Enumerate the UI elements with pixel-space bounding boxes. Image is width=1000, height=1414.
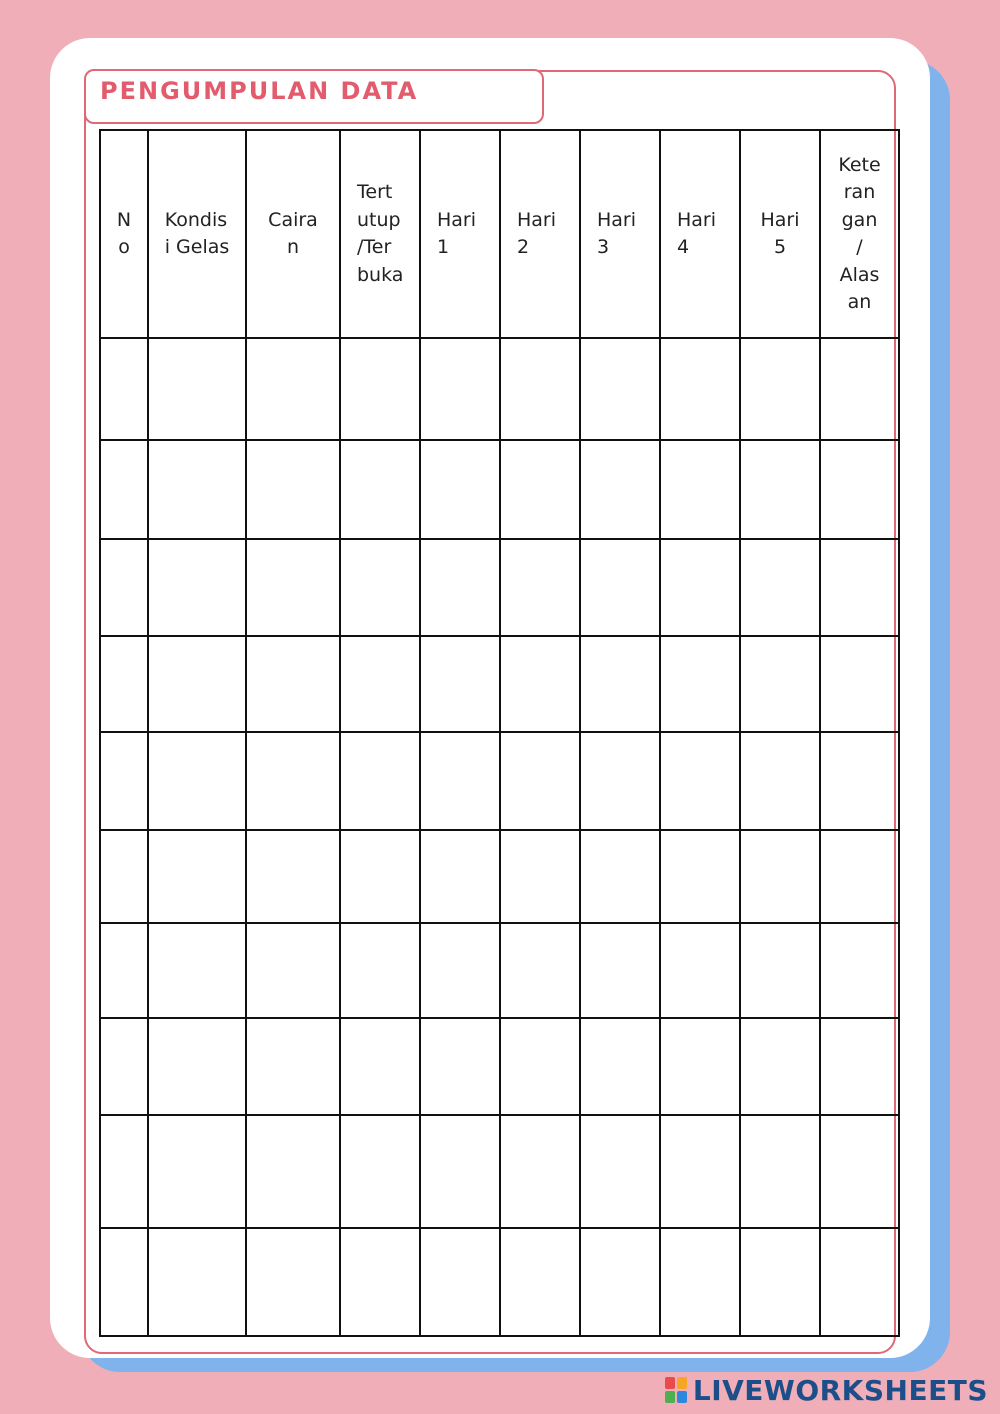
table-row [100, 440, 899, 539]
table-cell[interactable] [500, 923, 580, 1018]
table-cell[interactable] [340, 1018, 420, 1115]
table-cell[interactable] [148, 1228, 246, 1336]
table-cell[interactable] [100, 830, 148, 923]
table-cell[interactable] [660, 1018, 740, 1115]
table-cell[interactable] [100, 732, 148, 829]
table-cell[interactable] [148, 338, 246, 440]
table-cell[interactable] [100, 440, 148, 539]
table-cell[interactable] [246, 923, 340, 1018]
watermark [665, 1372, 988, 1408]
table-cell[interactable] [820, 539, 899, 636]
table-cell[interactable] [740, 1115, 820, 1228]
table-cell[interactable] [420, 830, 500, 923]
table-cell[interactable] [580, 338, 660, 440]
table-cell[interactable] [820, 636, 899, 732]
table-cell[interactable] [820, 1018, 899, 1115]
table-row [100, 338, 899, 440]
table-cell[interactable] [500, 732, 580, 829]
table-cell[interactable] [148, 1018, 246, 1115]
table-cell[interactable] [820, 1228, 899, 1336]
table-cell[interactable] [740, 338, 820, 440]
table-cell[interactable] [100, 1228, 148, 1336]
table-cell[interactable] [340, 440, 420, 539]
table-cell[interactable] [246, 338, 340, 440]
table-cell[interactable] [340, 732, 420, 829]
table-cell[interactable] [660, 636, 740, 732]
table-cell[interactable] [740, 830, 820, 923]
table-cell[interactable] [660, 923, 740, 1018]
table-cell[interactable] [340, 1228, 420, 1336]
header-hari-2: Hari 2 [500, 130, 580, 338]
table-cell[interactable] [420, 1018, 500, 1115]
header-hari-3: Hari 3 [580, 130, 660, 338]
table-cell[interactable] [246, 1228, 340, 1336]
table-cell[interactable] [148, 539, 246, 636]
table-cell[interactable] [420, 1228, 500, 1336]
table-row [100, 1115, 899, 1228]
table-row [100, 1228, 899, 1336]
table-cell[interactable] [580, 830, 660, 923]
table-cell[interactable] [740, 923, 820, 1018]
table-cell[interactable] [420, 1115, 500, 1228]
data-table [99, 129, 900, 1337]
table-cell[interactable] [580, 1018, 660, 1115]
table-cell[interactable] [740, 1228, 820, 1336]
table-cell[interactable] [246, 636, 340, 732]
table-cell[interactable] [740, 440, 820, 539]
table-cell[interactable] [500, 1115, 580, 1228]
table-cell[interactable] [660, 539, 740, 636]
table-cell[interactable] [500, 636, 580, 732]
table-cell[interactable] [660, 338, 740, 440]
table-cell[interactable] [580, 923, 660, 1018]
table-cell[interactable] [580, 539, 660, 636]
table-cell[interactable] [340, 830, 420, 923]
table-cell[interactable] [820, 923, 899, 1018]
table-cell[interactable] [660, 732, 740, 829]
table-row [100, 636, 899, 732]
table-cell[interactable] [500, 1018, 580, 1115]
table-cell[interactable] [148, 440, 246, 539]
table-cell[interactable] [340, 1115, 420, 1228]
header-hari-5: Hari 5 [740, 130, 820, 338]
table-cell[interactable] [246, 830, 340, 923]
watermark-text: LIVEWORKSHEETS [692, 1373, 988, 1407]
table-cell[interactable] [340, 539, 420, 636]
table-cell[interactable] [246, 440, 340, 539]
table-cell[interactable] [246, 539, 340, 636]
table-row [100, 923, 899, 1018]
table-row [100, 732, 899, 829]
table-cell[interactable] [420, 440, 500, 539]
table-cell[interactable] [740, 539, 820, 636]
table-cell[interactable] [740, 732, 820, 829]
table-cell[interactable] [420, 923, 500, 1018]
table-cell[interactable] [660, 830, 740, 923]
header-cairan: Caira n [246, 130, 340, 338]
table-row [100, 830, 899, 923]
table-cell[interactable] [580, 1115, 660, 1228]
table-cell[interactable] [820, 732, 899, 829]
table-cell[interactable] [148, 732, 246, 829]
table-cell[interactable] [100, 1115, 148, 1228]
table-cell[interactable] [340, 636, 420, 732]
table-cell[interactable] [420, 539, 500, 636]
table-cell[interactable] [660, 440, 740, 539]
table-cell[interactable] [340, 338, 420, 440]
table-cell[interactable] [660, 1228, 740, 1336]
table-cell[interactable] [100, 636, 148, 732]
table-cell[interactable] [500, 1228, 580, 1336]
table-cell[interactable] [246, 1115, 340, 1228]
table-cell[interactable] [148, 830, 246, 923]
table-cell[interactable] [100, 1018, 148, 1115]
table-cell[interactable] [740, 636, 820, 732]
header-keterangan-alasan: Kete ran gan / Alas an [820, 130, 899, 338]
table-cell[interactable] [580, 636, 660, 732]
table-cell[interactable] [148, 636, 246, 732]
table-row [100, 1018, 899, 1115]
table-cell[interactable] [660, 1115, 740, 1228]
header-no: N o [100, 130, 148, 338]
table-cell[interactable] [500, 338, 580, 440]
table-cell[interactable] [100, 338, 148, 440]
table-cell[interactable] [820, 440, 899, 539]
table-cell[interactable] [340, 923, 420, 1018]
table-cell[interactable] [420, 732, 500, 829]
table-cell[interactable] [100, 923, 148, 1018]
table-cell[interactable] [820, 1115, 899, 1228]
table-cell[interactable] [148, 923, 246, 1018]
page-title: PENGUMPULAN DATA [100, 77, 419, 105]
header-kondisi-gelas: Kondis i Gelas [148, 130, 246, 338]
table-row [100, 539, 899, 636]
header-hari-4: Hari 4 [660, 130, 740, 338]
header-hari-1: Hari 1 [420, 130, 500, 338]
table-cell[interactable] [246, 1018, 340, 1115]
table-cell[interactable] [580, 1228, 660, 1336]
table-cell[interactable] [500, 830, 580, 923]
table-cell[interactable] [420, 636, 500, 732]
table-cell[interactable] [246, 732, 340, 829]
table-cell[interactable] [740, 1018, 820, 1115]
table-cell[interactable] [500, 539, 580, 636]
table-cell[interactable] [580, 440, 660, 539]
table-body [100, 338, 899, 1336]
table-cell[interactable] [100, 539, 148, 636]
liveworksheets-logo-icon [665, 1377, 687, 1403]
table-cell[interactable] [580, 732, 660, 829]
table-cell[interactable] [820, 830, 899, 923]
header-tertutup-terbuka: Tert utup /Ter buka [340, 130, 420, 338]
table-cell[interactable] [500, 440, 580, 539]
table-cell[interactable] [420, 338, 500, 440]
table-cell[interactable] [148, 1115, 246, 1228]
table-cell[interactable] [820, 338, 899, 440]
table-header-row [100, 130, 899, 338]
